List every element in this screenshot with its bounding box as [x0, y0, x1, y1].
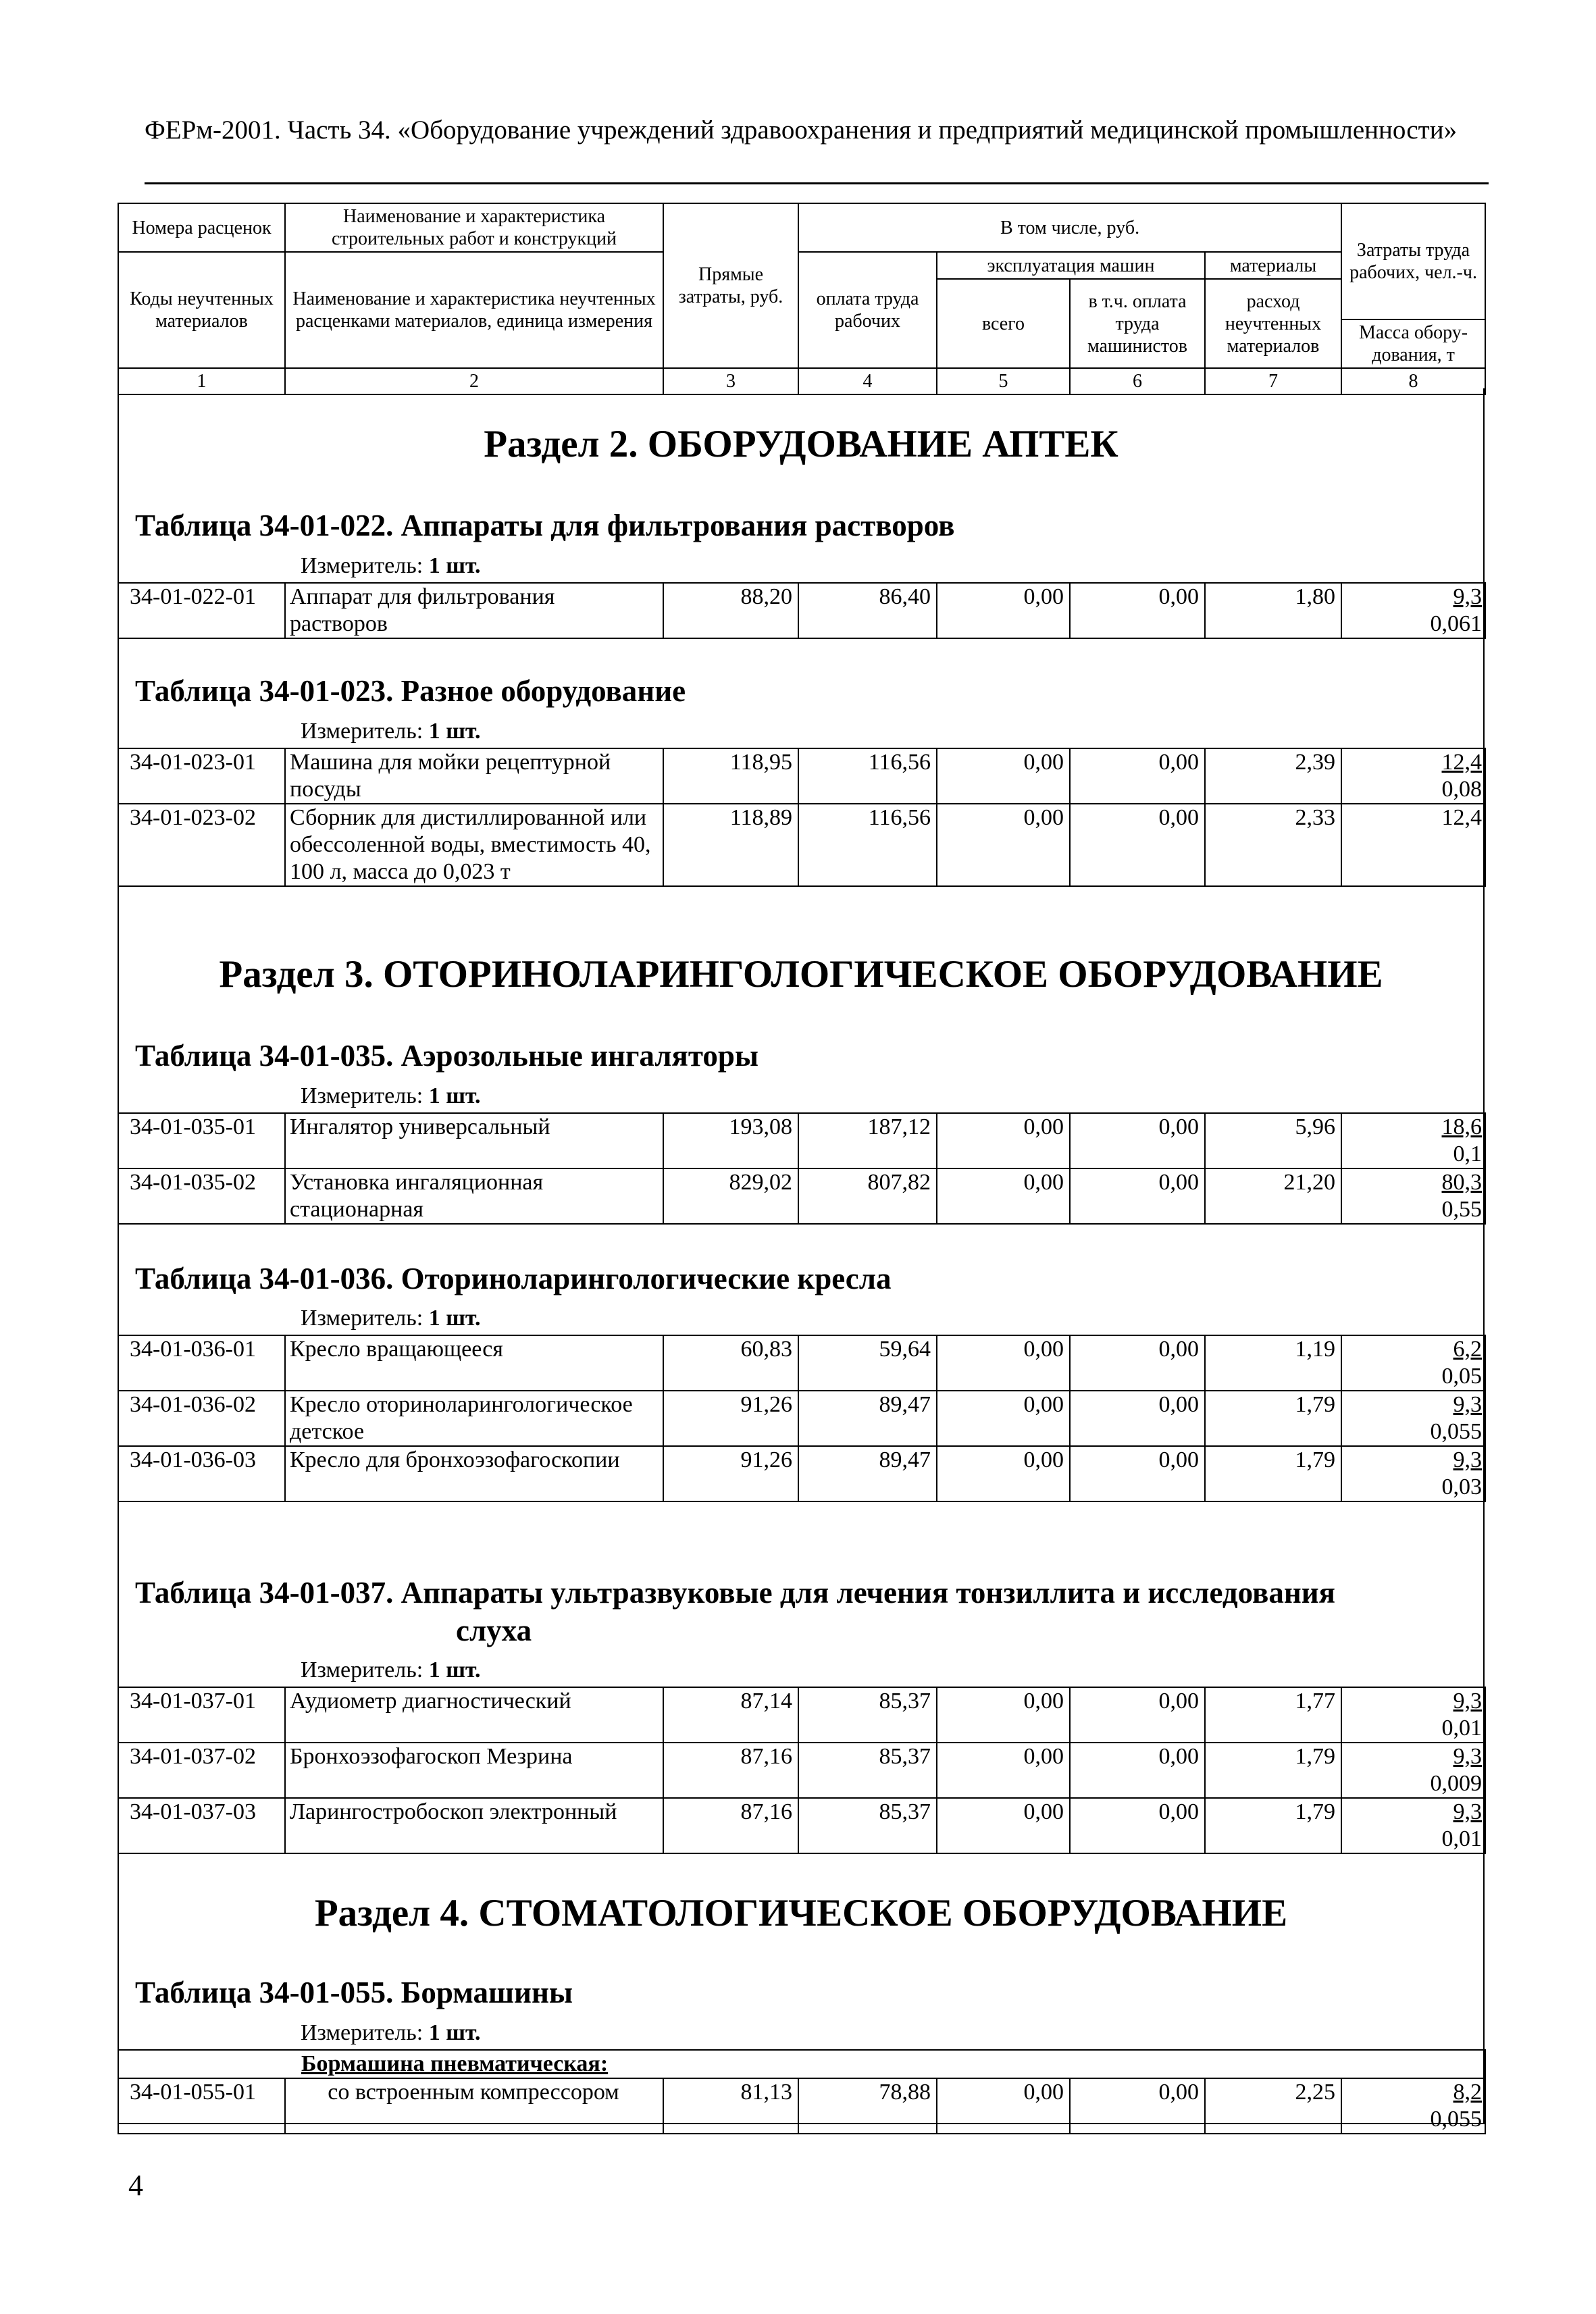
header-machinist-pay: в т.ч. оплата труда машинистов	[1070, 279, 1205, 368]
page-number: 4	[128, 2169, 143, 2202]
header-work-name: Наименование и характеристика строительных работ и конструкций	[285, 203, 663, 252]
equipment-mass: 0,009	[1430, 1771, 1482, 1796]
labor-hours: 9,3	[1453, 584, 1482, 609]
unit-label: Измеритель: 1 шт.	[301, 553, 481, 578]
machinist-pay: 0,00	[1070, 1113, 1205, 1168]
machines-total: 0,00	[937, 583, 1070, 638]
labor-and-mass	[1341, 1113, 1485, 1168]
labor-pay: 85,37	[798, 1687, 937, 1743]
materials: 1,77	[1205, 1687, 1341, 1743]
rate-name: Ингалятор универсальный	[285, 1113, 663, 1168]
labor-pay: 116,56	[798, 748, 937, 804]
materials: 1,79	[1205, 1743, 1341, 1798]
machinist-pay: 0,00	[1070, 1168, 1205, 1224]
machines-total: 0,00	[937, 804, 1070, 886]
equipment-mass: 0,03	[1441, 1474, 1482, 1499]
table-row	[118, 2078, 1485, 2134]
materials: 1,79	[1205, 1391, 1341, 1446]
labor-pay: 78,88	[798, 2078, 937, 2134]
labor-pay: 187,12	[798, 1113, 937, 1168]
table-title: Таблица 34-01-055. Бормашины	[135, 1976, 573, 2009]
materials: 21,20	[1205, 1168, 1341, 1224]
price-table	[118, 1335, 1486, 1502]
document-header: ФЕРм-2001. Часть 34. «Оборудование учреждений здравоохранения и предприятий медицинской промышленности»	[145, 115, 1458, 145]
rate-code: 34-01-023-02	[118, 804, 285, 886]
group-row	[118, 2050, 1485, 2078]
equipment-mass: 0,055	[1430, 2107, 1483, 2132]
labor-and-mass	[1341, 583, 1485, 638]
price-table	[118, 748, 1486, 887]
price-table	[118, 1112, 1486, 1225]
materials: 1,19	[1205, 1335, 1341, 1391]
rate-code: 34-01-036-01	[118, 1335, 285, 1391]
machinist-pay: 0,00	[1070, 1743, 1205, 1798]
direct-cost: 81,13	[663, 2078, 798, 2134]
table-row	[118, 583, 1485, 638]
unit-label: Измеритель: 1 шт.	[301, 2020, 481, 2045]
machines-total: 0,00	[937, 1168, 1070, 1224]
column-number: 8	[1341, 368, 1485, 394]
table-row	[118, 1168, 1485, 1224]
unit-label: Измеритель: 1 шт.	[301, 1083, 481, 1108]
header-labor-cost: Затраты труда рабочих, чел.-ч.	[1341, 203, 1485, 319]
labor-and-mass	[1341, 1391, 1485, 1446]
machinist-pay: 0,00	[1070, 804, 1205, 886]
labor-and-mass	[1341, 2078, 1485, 2134]
labor-and-mass	[1341, 748, 1485, 804]
equipment-mass: 0,01	[1441, 1716, 1482, 1741]
rate-name: Сборник для дистиллированной или обессоленной воды, вместимость 40, 100 л, масса до 0,023 т	[285, 804, 663, 886]
table-title-line: Таблица 34-01-037. Аппараты ультразвуковые для лечения тонзиллита и исследования	[135, 1576, 1336, 1610]
labor-pay: 85,37	[798, 1743, 937, 1798]
table-title: Таблица 34-01-023. Разное оборудование	[135, 674, 686, 708]
labor-pay: 89,47	[798, 1391, 937, 1446]
materials: 1,79	[1205, 1798, 1341, 1853]
column-number: 7	[1205, 368, 1341, 394]
direct-cost: 87,14	[663, 1687, 798, 1743]
labor-pay: 807,82	[798, 1168, 937, 1224]
labor-and-mass	[1341, 1687, 1485, 1743]
table-title-line: слуха	[456, 1614, 532, 1647]
rate-name: Ларингостробоскоп электронный	[285, 1798, 663, 1853]
column-number: 2	[285, 368, 663, 394]
price-table	[118, 582, 1486, 639]
header-including: В том числе, руб.	[798, 203, 1341, 252]
machinist-pay: 0,00	[1070, 583, 1205, 638]
rate-name: Аудиометр диагностический	[285, 1687, 663, 1743]
labor-and-mass	[1341, 1743, 1485, 1798]
rate-name: со встроенным компрессором	[285, 2078, 663, 2134]
labor-hours: 6,2	[1453, 1337, 1482, 1362]
table-row	[118, 1798, 1485, 1853]
table-title	[135, 1574, 1472, 1649]
header-rate-numbers: Номера расценок	[118, 203, 285, 252]
rate-code: 34-01-023-01	[118, 748, 285, 804]
labor-hours: 8,2	[1453, 2080, 1483, 2105]
table-title: Таблица 34-01-036. Оториноларингологические кресла	[135, 1262, 892, 1295]
equipment-mass: 0,055	[1430, 1419, 1482, 1444]
direct-cost: 193,08	[663, 1113, 798, 1168]
header-mass: Масса обору- дования, т	[1341, 319, 1485, 368]
labor-pay: 86,40	[798, 583, 937, 638]
machinist-pay: 0,00	[1070, 1687, 1205, 1743]
equipment-mass: 0,061	[1430, 611, 1482, 636]
rate-name: Аппарат для фильтрования растворов	[285, 583, 663, 638]
equipment-mass: 0,1	[1453, 1141, 1482, 1166]
machines-total: 0,00	[937, 1113, 1070, 1168]
table-row	[118, 804, 1485, 886]
materials: 1,79	[1205, 1446, 1341, 1501]
machinist-pay: 0,00	[1070, 2078, 1205, 2134]
direct-cost: 118,89	[663, 804, 798, 886]
labor-hours: 80,3	[1441, 1170, 1482, 1195]
rate-name: Кресло для бронхоэзофагоскопии	[285, 1446, 663, 1501]
labor-and-mass	[1341, 804, 1485, 886]
machines-total: 0,00	[937, 1798, 1070, 1853]
column-number: 1	[118, 368, 285, 394]
materials: 1,80	[1205, 583, 1341, 638]
column-header	[118, 203, 1486, 395]
direct-cost: 829,02	[663, 1168, 798, 1224]
labor-pay: 89,47	[798, 1446, 937, 1501]
labor-hours: 18,6	[1441, 1114, 1482, 1139]
labor-pay: 59,64	[798, 1335, 937, 1391]
price-table	[118, 2049, 1486, 2134]
header-rule	[145, 182, 1489, 184]
header-machines-total: всего	[937, 279, 1070, 368]
direct-cost: 87,16	[663, 1798, 798, 1853]
header-unaccounted-materials: расход неучтенных материалов	[1205, 279, 1341, 368]
unit-label: Измеритель: 1 шт.	[301, 1306, 481, 1331]
column-number: 4	[798, 368, 937, 394]
machines-total: 0,00	[937, 2078, 1070, 2134]
labor-hours: 9,3	[1453, 1392, 1482, 1417]
machinist-pay: 0,00	[1070, 1391, 1205, 1446]
rate-name: Установка ингаляционная стационарная	[285, 1168, 663, 1224]
header-direct-cost: Прямые затраты, руб.	[663, 203, 798, 368]
labor-hours: 9,3	[1453, 1447, 1482, 1472]
direct-cost: 87,16	[663, 1743, 798, 1798]
rate-code: 34-01-037-03	[118, 1798, 285, 1853]
direct-cost: 91,26	[663, 1446, 798, 1501]
machinist-pay: 0,00	[1070, 748, 1205, 804]
labor-pay: 116,56	[798, 804, 937, 886]
rate-code: 34-01-036-03	[118, 1446, 285, 1501]
table-row	[118, 1391, 1485, 1446]
materials: 2,25	[1205, 2078, 1341, 2134]
materials: 5,96	[1205, 1113, 1341, 1168]
rate-code: 34-01-022-01	[118, 583, 285, 638]
header-material-names: Наименование и характеристика неучтенных расценками материалов, единица измерения	[285, 252, 663, 368]
column-number: 6	[1070, 368, 1205, 394]
equipment-mass: 0,01	[1441, 1826, 1482, 1851]
rate-name: Кресло оториноларингологическое детское	[285, 1391, 663, 1446]
equipment-mass: 0,08	[1441, 777, 1482, 802]
machines-total: 0,00	[937, 1446, 1070, 1501]
table-row	[118, 1113, 1485, 1168]
labor-and-mass	[1341, 1798, 1485, 1853]
machinist-pay: 0,00	[1070, 1335, 1205, 1391]
machines-total: 0,00	[937, 1743, 1070, 1798]
labor-hours: 12,4	[1441, 750, 1482, 775]
machinist-pay: 0,00	[1070, 1798, 1205, 1853]
table-row	[118, 1743, 1485, 1798]
group-title: Бормашина пневматическая:	[118, 2050, 1485, 2078]
labor-and-mass	[1341, 1446, 1485, 1501]
direct-cost: 118,95	[663, 748, 798, 804]
machines-total: 0,00	[937, 1687, 1070, 1743]
rate-code: 34-01-036-02	[118, 1391, 285, 1446]
machines-total: 0,00	[937, 748, 1070, 804]
labor-and-mass	[1341, 1168, 1485, 1224]
price-table	[118, 1687, 1486, 1854]
rate-code: 34-01-035-01	[118, 1113, 285, 1168]
labor-hours: 12,4	[1441, 805, 1482, 830]
rate-code: 34-01-055-01	[118, 2078, 285, 2134]
table-row	[118, 1335, 1485, 1391]
unit-label: Измеритель: 1 шт.	[301, 1657, 481, 1682]
header-machines: эксплуатация машин	[937, 252, 1205, 279]
labor-hours: 9,3	[1453, 1744, 1482, 1769]
table-row	[118, 748, 1485, 804]
rate-name: Кресло вращающееся	[285, 1335, 663, 1391]
section-title: Раздел 2. ОБОРУДОВАНИЕ АПТЕК	[484, 423, 1118, 465]
section-title: Раздел 4. СТОМАТОЛОГИЧЕСКОЕ ОБОРУДОВАНИЕ	[314, 1892, 1288, 1934]
column-number: 5	[937, 368, 1070, 394]
direct-cost: 88,20	[663, 583, 798, 638]
column-number: 3	[663, 368, 798, 394]
rate-name: Машина для мойки рецептурной посуды	[285, 748, 663, 804]
header-labor-pay: оплата труда рабочих	[798, 252, 937, 368]
direct-cost: 60,83	[663, 1335, 798, 1391]
section-title: Раздел 3. ОТОРИНОЛАРИНГОЛОГИЧЕСКОЕ ОБОРУДОВАНИЕ	[219, 953, 1383, 996]
machines-total: 0,00	[937, 1335, 1070, 1391]
header-materials: материалы	[1205, 252, 1341, 279]
rate-name: Бронхоэзофагоскоп Мезрина	[285, 1743, 663, 1798]
equipment-mass: 0,05	[1441, 1364, 1482, 1389]
machinist-pay: 0,00	[1070, 1446, 1205, 1501]
machines-total: 0,00	[937, 1391, 1070, 1446]
body-frame	[118, 388, 1485, 2124]
table-row	[118, 1446, 1485, 1501]
table-title: Таблица 34-01-022. Аппараты для фильтрования растворов	[135, 509, 955, 542]
table-title: Таблица 34-01-035. Аэрозольные ингаляторы	[135, 1039, 759, 1073]
table-row	[118, 1687, 1485, 1743]
labor-and-mass	[1341, 1335, 1485, 1391]
labor-pay: 85,37	[798, 1798, 937, 1853]
header-material-codes: Коды неучтенных материалов	[118, 252, 285, 368]
labor-hours: 9,3	[1453, 1689, 1482, 1714]
rate-code: 34-01-035-02	[118, 1168, 285, 1224]
materials: 2,33	[1205, 804, 1341, 886]
materials: 2,39	[1205, 748, 1341, 804]
equipment-mass: 0,55	[1441, 1197, 1482, 1222]
unit-label: Измеритель: 1 шт.	[301, 719, 481, 744]
rate-code: 34-01-037-02	[118, 1743, 285, 1798]
direct-cost: 91,26	[663, 1391, 798, 1446]
rate-code: 34-01-037-01	[118, 1687, 285, 1743]
labor-hours: 9,3	[1453, 1799, 1482, 1824]
